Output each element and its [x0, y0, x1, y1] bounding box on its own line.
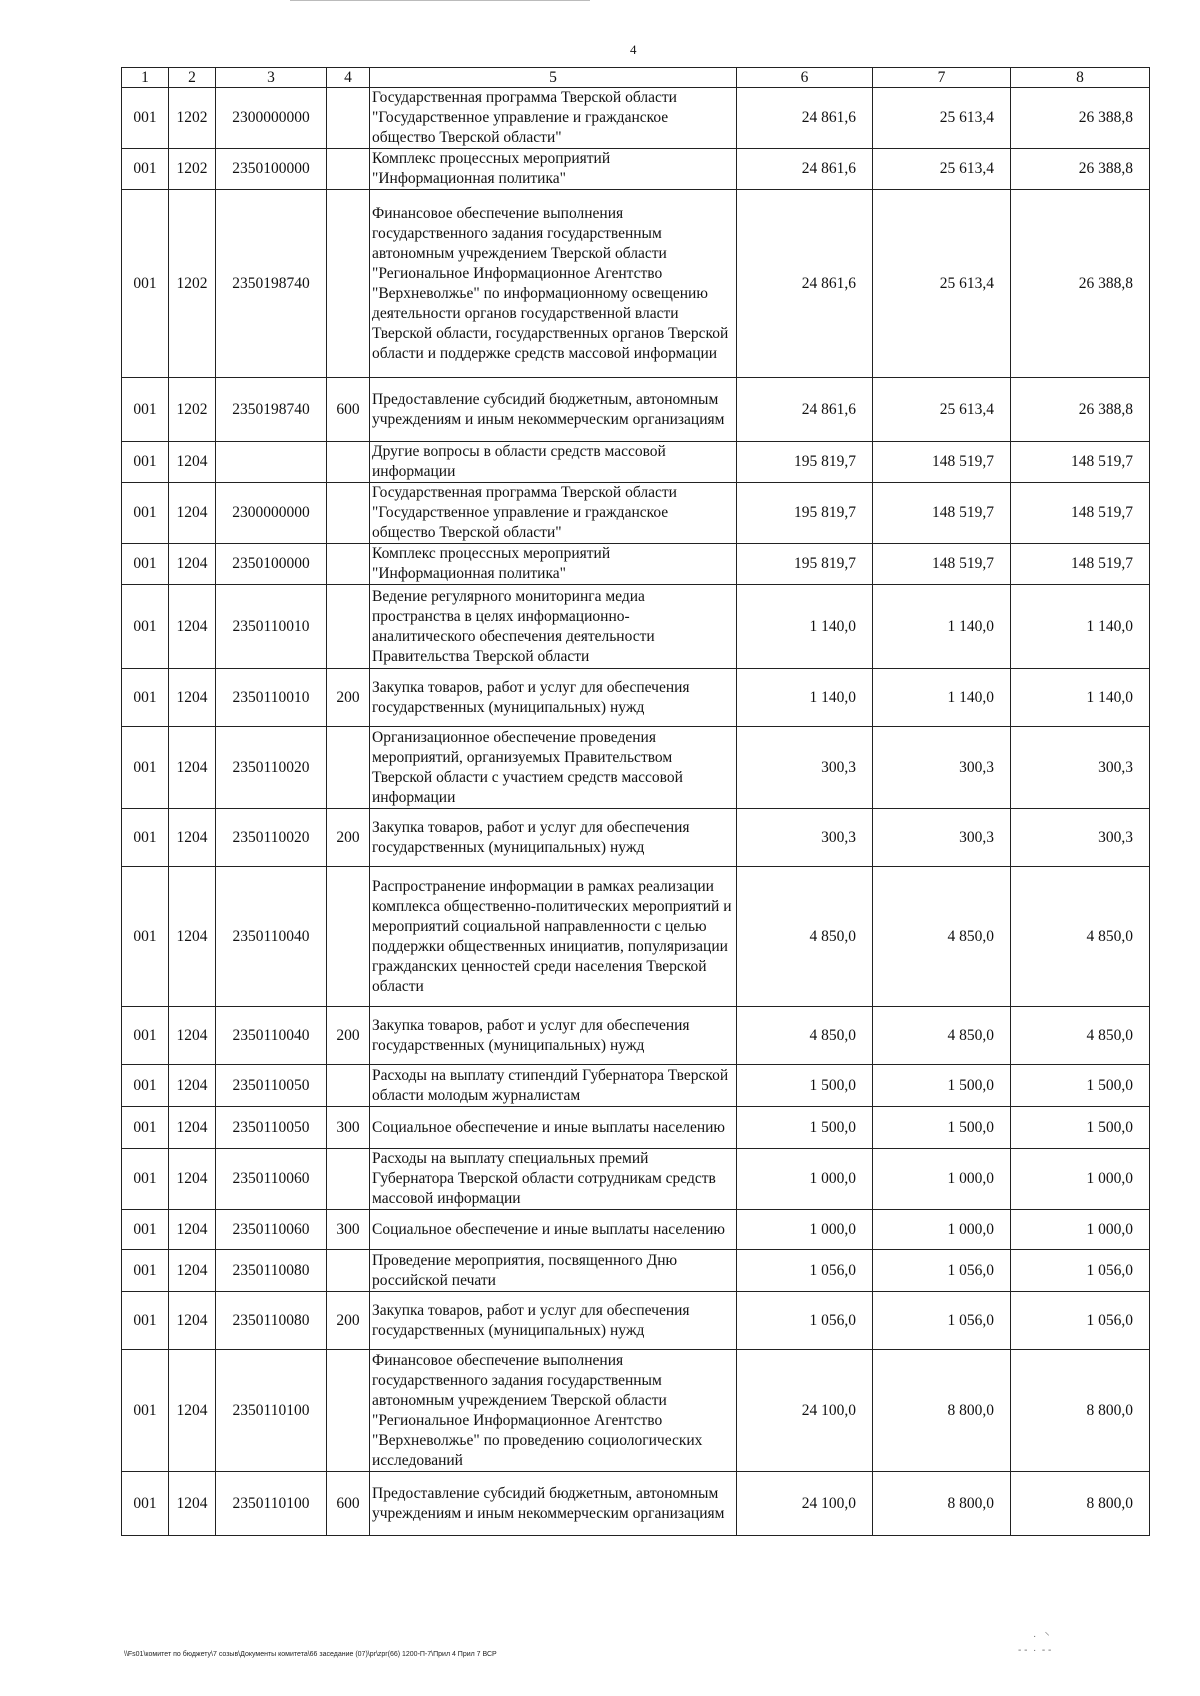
- cell-description: Финансовое обеспечение выполнения государственного задания государственным автономным учреждением Тверской области "Региональное Информационное Агентство "Верхневолжье" по проведению социологических исследований: [370, 1350, 737, 1472]
- cell-amount-year3: 300,3: [1011, 809, 1150, 867]
- column-header: 3: [216, 68, 327, 88]
- cell-section-code: 1204: [169, 1250, 216, 1292]
- cell-admin-code: 001: [122, 1250, 169, 1292]
- cell-expense-type: 300: [327, 1107, 370, 1149]
- cell-amount-year1: 1 140,0: [737, 669, 873, 727]
- cell-section-code: 1202: [169, 378, 216, 442]
- cell-expense-type: [327, 149, 370, 190]
- cell-expense-type: [327, 727, 370, 809]
- cell-section-code: 1204: [169, 669, 216, 727]
- cell-target-article: 2350198740: [216, 378, 327, 442]
- table-row: [122, 727, 1150, 809]
- cell-amount-year2: 1 500,0: [873, 1107, 1011, 1149]
- cell-description: Закупка товаров, работ и услуг для обеспечения государственных (муниципальных) нужд: [370, 1007, 737, 1065]
- cell-amount-year2: 8 800,0: [873, 1350, 1011, 1472]
- table-row: [122, 1350, 1150, 1472]
- cell-amount-year2: 148 519,7: [873, 483, 1011, 544]
- cell-amount-year3: 1 000,0: [1011, 1210, 1150, 1250]
- cell-amount-year1: 4 850,0: [737, 867, 873, 1007]
- column-header: 5: [370, 68, 737, 88]
- column-header: 4: [327, 68, 370, 88]
- table-row: [122, 544, 1150, 585]
- cell-admin-code: 001: [122, 1292, 169, 1350]
- cell-description: Социальное обеспечение и иные выплаты населению: [370, 1210, 737, 1250]
- cell-amount-year3: 8 800,0: [1011, 1472, 1150, 1536]
- table-header-row: [122, 68, 1150, 88]
- cell-target-article: 2300000000: [216, 483, 327, 544]
- cell-amount-year1: 195 819,7: [737, 483, 873, 544]
- cell-target-article: 2350110010: [216, 585, 327, 669]
- cell-amount-year2: 8 800,0: [873, 1472, 1011, 1536]
- budget-table: [121, 67, 1150, 1536]
- cell-expense-type: 600: [327, 378, 370, 442]
- cell-description: Ведение регулярного мониторинга медиа пространства в целях информационно-аналитического обеспечения деятельности Правительства Тверской области: [370, 585, 737, 669]
- cell-admin-code: 001: [122, 544, 169, 585]
- cell-target-article: 2350110080: [216, 1292, 327, 1350]
- cell-admin-code: 001: [122, 88, 169, 149]
- cell-target-article: 2350110060: [216, 1210, 327, 1250]
- table-row: [122, 378, 1150, 442]
- cell-expense-type: [327, 1350, 370, 1472]
- cell-target-article: 2350110040: [216, 867, 327, 1007]
- cell-amount-year3: 26 388,8: [1011, 190, 1150, 378]
- table-row: [122, 867, 1150, 1007]
- cell-description: Организационное обеспечение проведения мероприятий, организуемых Правительством Тверской области с участием средств массовой информации: [370, 727, 737, 809]
- cell-amount-year3: 1 056,0: [1011, 1250, 1150, 1292]
- table-row: [122, 190, 1150, 378]
- column-header: 2: [169, 68, 216, 88]
- cell-description: Расходы на выплату стипендий Губернатора Тверской области молодым журналистам: [370, 1065, 737, 1107]
- cell-target-article: 2350110080: [216, 1250, 327, 1292]
- cell-admin-code: 001: [122, 867, 169, 1007]
- cell-admin-code: 001: [122, 727, 169, 809]
- cell-description: Закупка товаров, работ и услуг для обеспечения государственных (муниципальных) нужд: [370, 1292, 737, 1350]
- cell-amount-year1: 1 140,0: [737, 585, 873, 669]
- cell-amount-year1: 24 861,6: [737, 378, 873, 442]
- cell-amount-year3: 300,3: [1011, 727, 1150, 809]
- table-row: [122, 483, 1150, 544]
- cell-admin-code: 001: [122, 483, 169, 544]
- scan-top-rule: [290, 0, 590, 1]
- cell-amount-year3: 26 388,8: [1011, 378, 1150, 442]
- cell-target-article: 2350110100: [216, 1350, 327, 1472]
- cell-expense-type: [327, 1149, 370, 1210]
- cell-amount-year3: 1 140,0: [1011, 585, 1150, 669]
- cell-section-code: 1204: [169, 727, 216, 809]
- table-row: [122, 1250, 1150, 1292]
- cell-expense-type: 200: [327, 1007, 370, 1065]
- table-row: [122, 1210, 1150, 1250]
- cell-amount-year2: 4 850,0: [873, 867, 1011, 1007]
- table-row: [122, 1472, 1150, 1536]
- cell-expense-type: [327, 1065, 370, 1107]
- cell-admin-code: 001: [122, 1065, 169, 1107]
- cell-section-code: 1204: [169, 1292, 216, 1350]
- cell-section-code: 1204: [169, 442, 216, 483]
- table-row: [122, 442, 1150, 483]
- cell-target-article: 2350110040: [216, 1007, 327, 1065]
- cell-amount-year2: 25 613,4: [873, 378, 1011, 442]
- cell-expense-type: [327, 585, 370, 669]
- cell-section-code: 1204: [169, 1065, 216, 1107]
- cell-target-article: 2350100000: [216, 544, 327, 585]
- column-header: 1: [122, 68, 169, 88]
- cell-amount-year3: 1 140,0: [1011, 669, 1150, 727]
- cell-amount-year1: 1 056,0: [737, 1250, 873, 1292]
- cell-description: Социальное обеспечение и иные выплаты населению: [370, 1107, 737, 1149]
- cell-admin-code: 001: [122, 809, 169, 867]
- table-row: [122, 1107, 1150, 1149]
- cell-expense-type: [327, 544, 370, 585]
- cell-section-code: 1202: [169, 88, 216, 149]
- cell-description: Распространение информации в рамках реализации комплекса общественно-политических мероприятий и мероприятий социальной направленности с целью поддержки общественных инициатив, популяризации гражданских ценностей среди населения Тверской области: [370, 867, 737, 1007]
- cell-section-code: 1204: [169, 1007, 216, 1065]
- cell-amount-year3: 148 519,7: [1011, 442, 1150, 483]
- cell-amount-year3: 4 850,0: [1011, 867, 1150, 1007]
- cell-admin-code: 001: [122, 149, 169, 190]
- cell-admin-code: 001: [122, 1472, 169, 1536]
- cell-amount-year2: 1 500,0: [873, 1065, 1011, 1107]
- cell-target-article: 2350110060: [216, 1149, 327, 1210]
- cell-section-code: 1204: [169, 1210, 216, 1250]
- cell-amount-year1: 1 000,0: [737, 1149, 873, 1210]
- cell-amount-year3: 148 519,7: [1011, 544, 1150, 585]
- cell-description: Комплекс процессных мероприятий "Информационная политика": [370, 149, 737, 190]
- cell-amount-year1: 1 056,0: [737, 1292, 873, 1350]
- cell-admin-code: 001: [122, 585, 169, 669]
- cell-amount-year3: 1 500,0: [1011, 1107, 1150, 1149]
- cell-admin-code: 001: [122, 1350, 169, 1472]
- cell-description: Предоставление субсидий бюджетным, автономным учреждениям и иным некоммерческим организациям: [370, 1472, 737, 1536]
- cell-expense-type: 600: [327, 1472, 370, 1536]
- cell-amount-year2: 1 140,0: [873, 669, 1011, 727]
- cell-admin-code: 001: [122, 1210, 169, 1250]
- cell-amount-year1: 300,3: [737, 727, 873, 809]
- cell-expense-type: 300: [327, 1210, 370, 1250]
- cell-amount-year2: 25 613,4: [873, 88, 1011, 149]
- cell-admin-code: 001: [122, 669, 169, 727]
- table-row: [122, 1065, 1150, 1107]
- cell-amount-year2: 4 850,0: [873, 1007, 1011, 1065]
- cell-amount-year3: 26 388,8: [1011, 88, 1150, 149]
- cell-expense-type: 200: [327, 669, 370, 727]
- cell-expense-type: [327, 190, 370, 378]
- scan-artifact: · ⸌: [1033, 1631, 1050, 1642]
- cell-amount-year1: 24 861,6: [737, 88, 873, 149]
- cell-admin-code: 001: [122, 1149, 169, 1210]
- table-row: [122, 585, 1150, 669]
- cell-amount-year3: 1 056,0: [1011, 1292, 1150, 1350]
- cell-description: Закупка товаров, работ и услуг для обеспечения государственных (муниципальных) нужд: [370, 809, 737, 867]
- cell-section-code: 1204: [169, 1350, 216, 1472]
- cell-target-article: 2350110050: [216, 1065, 327, 1107]
- cell-amount-year1: 195 819,7: [737, 442, 873, 483]
- cell-amount-year1: 195 819,7: [737, 544, 873, 585]
- cell-section-code: 1202: [169, 190, 216, 378]
- cell-amount-year1: 1 500,0: [737, 1065, 873, 1107]
- cell-section-code: 1204: [169, 867, 216, 1007]
- cell-description: Проведение мероприятия, посвященного Дню российской печати: [370, 1250, 737, 1292]
- cell-description: Финансовое обеспечение выполнения государственного задания государственным автономным учреждением Тверской области "Региональное Информационное Агентство "Верхневолжье" по информационному освещению деятельности органов государственной власти Тверской области, государственных органов Тверской области и поддержке средств массовой информации: [370, 190, 737, 378]
- cell-amount-year2: 25 613,4: [873, 190, 1011, 378]
- cell-target-article: 2350110050: [216, 1107, 327, 1149]
- cell-description: Закупка товаров, работ и услуг для обеспечения государственных (муниципальных) нужд: [370, 669, 737, 727]
- cell-amount-year1: 300,3: [737, 809, 873, 867]
- cell-amount-year1: 24 861,6: [737, 149, 873, 190]
- cell-target-article: 2350110010: [216, 669, 327, 727]
- table-body: [122, 88, 1150, 1536]
- cell-description: Государственная программа Тверской области "Государственное управление и гражданское общество Тверской области": [370, 483, 737, 544]
- cell-section-code: 1204: [169, 544, 216, 585]
- cell-admin-code: 001: [122, 1007, 169, 1065]
- cell-admin-code: 001: [122, 442, 169, 483]
- column-header: 7: [873, 68, 1011, 88]
- cell-amount-year1: 24 861,6: [737, 190, 873, 378]
- cell-target-article: 2350110020: [216, 809, 327, 867]
- cell-admin-code: 001: [122, 190, 169, 378]
- cell-expense-type: [327, 867, 370, 1007]
- cell-amount-year1: 4 850,0: [737, 1007, 873, 1065]
- cell-amount-year1: 24 100,0: [737, 1472, 873, 1536]
- cell-amount-year2: 1 000,0: [873, 1149, 1011, 1210]
- cell-description: Государственная программа Тверской области "Государственное управление и гражданское общество Тверской области": [370, 88, 737, 149]
- cell-amount-year2: 1 056,0: [873, 1292, 1011, 1350]
- cell-amount-year3: 4 850,0: [1011, 1007, 1150, 1065]
- page-number: 4: [630, 42, 637, 57]
- cell-amount-year3: 26 388,8: [1011, 149, 1150, 190]
- cell-amount-year2: 1 056,0: [873, 1250, 1011, 1292]
- cell-target-article: [216, 442, 327, 483]
- cell-amount-year2: 1 000,0: [873, 1210, 1011, 1250]
- cell-description: Расходы на выплату специальных премий Губернатора Тверской области сотрудникам средств массовой информации: [370, 1149, 737, 1210]
- cell-admin-code: 001: [122, 1107, 169, 1149]
- cell-section-code: 1204: [169, 585, 216, 669]
- cell-expense-type: 200: [327, 1292, 370, 1350]
- column-header: 8: [1011, 68, 1150, 88]
- cell-amount-year3: 148 519,7: [1011, 483, 1150, 544]
- table-row: [122, 149, 1150, 190]
- cell-expense-type: [327, 483, 370, 544]
- cell-amount-year3: 1 000,0: [1011, 1149, 1150, 1210]
- cell-amount-year2: 25 613,4: [873, 149, 1011, 190]
- table-row: [122, 1149, 1150, 1210]
- cell-section-code: 1202: [169, 149, 216, 190]
- column-header: 6: [737, 68, 873, 88]
- cell-target-article: 2350110020: [216, 727, 327, 809]
- cell-section-code: 1204: [169, 1472, 216, 1536]
- cell-amount-year2: 1 140,0: [873, 585, 1011, 669]
- table-row: [122, 1007, 1150, 1065]
- table-row: [122, 1292, 1150, 1350]
- footer-file-path: \\Fs01\комитет по бюджету\7 созыв\Документы комитета\66 заседание (07)\pr\zpr(66) 1200-П-7\Прил 4 Прил 7 ВСР: [124, 1651, 497, 1658]
- cell-section-code: 1204: [169, 809, 216, 867]
- cell-amount-year1: 1 000,0: [737, 1210, 873, 1250]
- cell-amount-year3: 8 800,0: [1011, 1350, 1150, 1472]
- cell-section-code: 1204: [169, 1107, 216, 1149]
- table-row: [122, 88, 1150, 149]
- cell-section-code: 1204: [169, 1149, 216, 1210]
- cell-section-code: 1204: [169, 483, 216, 544]
- scan-artifact: - - · ‑ ‑: [1018, 1645, 1052, 1656]
- cell-expense-type: [327, 442, 370, 483]
- cell-admin-code: 001: [122, 378, 169, 442]
- cell-amount-year2: 148 519,7: [873, 442, 1011, 483]
- cell-target-article: 2350100000: [216, 149, 327, 190]
- cell-target-article: 2350198740: [216, 190, 327, 378]
- cell-amount-year2: 148 519,7: [873, 544, 1011, 585]
- cell-amount-year2: 300,3: [873, 727, 1011, 809]
- table-row: [122, 809, 1150, 867]
- cell-expense-type: [327, 88, 370, 149]
- cell-amount-year2: 300,3: [873, 809, 1011, 867]
- cell-description: Предоставление субсидий бюджетным, автономным учреждениям и иным некоммерческим организациям: [370, 378, 737, 442]
- cell-expense-type: 200: [327, 809, 370, 867]
- cell-amount-year1: 24 100,0: [737, 1350, 873, 1472]
- cell-amount-year3: 1 500,0: [1011, 1065, 1150, 1107]
- table-row: [122, 669, 1150, 727]
- cell-expense-type: [327, 1250, 370, 1292]
- cell-target-article: 2350110100: [216, 1472, 327, 1536]
- cell-description: Комплекс процессных мероприятий "Информационная политика": [370, 544, 737, 585]
- cell-amount-year1: 1 500,0: [737, 1107, 873, 1149]
- cell-target-article: 2300000000: [216, 88, 327, 149]
- cell-description: Другие вопросы в области средств массовой информации: [370, 442, 737, 483]
